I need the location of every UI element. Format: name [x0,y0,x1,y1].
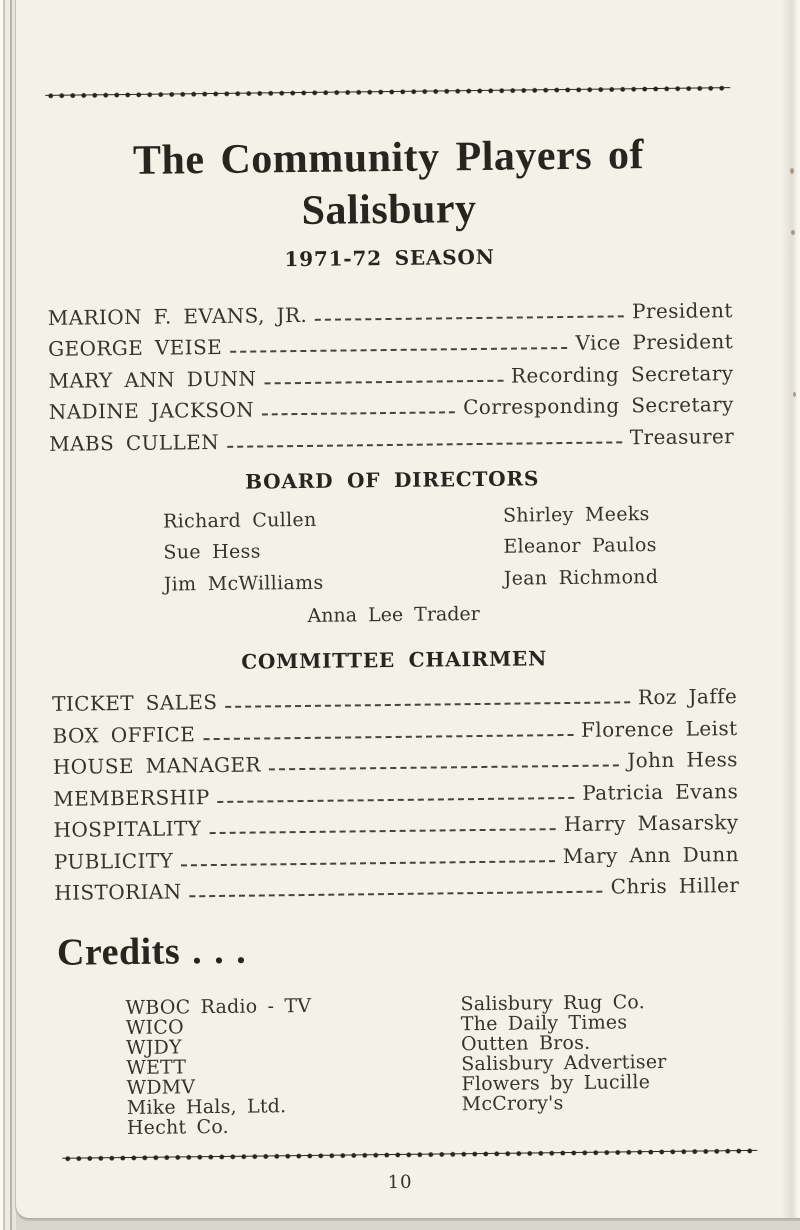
officer-name: MARY ANN DUNN [48,366,257,393]
board-of-directors [50,500,736,605]
page-content [44,0,743,1204]
dashed-leader [203,733,573,739]
committee-name: HOSPITALITY [53,816,202,842]
credit-item: Salisbury Rug Co. [460,991,646,1016]
page-title: The Community Players of Salisbury [132,132,645,234]
dashed-leader [181,860,555,866]
officer-title: President [631,297,733,323]
committee-chairmen-list [52,677,739,905]
committee-name: BOX OFFICE [52,721,196,748]
dashed-leader [209,828,556,834]
credit-item: WBOC Radio - TV [125,994,312,1020]
committee-name: TICKET SALES [52,689,218,716]
dashed-leader [218,796,575,802]
credit-item: WDMV [126,1076,196,1100]
credit-item: Outten Bros. [460,1031,591,1056]
credit-item: The Daily Times [460,1011,628,1036]
credit-item: Hecht Co. [126,1115,229,1140]
credit-item: Salisbury Advertiser [461,1050,667,1076]
dashed-leader [264,379,503,384]
decorative-dotted-rule-bottom [62,1147,757,1163]
board-member-name: Shirley Meeks [502,502,650,527]
credit-item: WICO [125,1016,184,1040]
credit-item: WJDY [125,1036,182,1060]
officer-title: Recording Secretary [510,360,734,388]
dashed-leader [190,891,603,898]
committee-chair-name: Harry Masarsky [563,810,739,837]
credit-item: Flowers by Lucille [461,1071,651,1096]
decorative-dotted-rule-top [45,84,730,100]
committee-name: MEMBERSHIP [53,784,210,811]
board-member-name: Sue Hess [163,540,261,564]
dashed-leader [227,441,622,447]
officer-name: GEORGE VEISE [47,334,223,361]
credits-left-column [125,995,417,1138]
board-right-column [503,498,659,594]
dashed-leader [230,347,567,353]
committee-name: HOUSE MANAGER [52,752,262,779]
committee-name: HISTORIAN [54,879,182,905]
board-member-name: Jean Richmond [503,565,659,590]
dashed-leader [226,701,630,708]
officer-title: Vice President [575,329,734,355]
board-member-name: Eleanor Paulos [503,533,657,558]
committee-chair-name: Patricia Evans [582,778,739,805]
credits-columns [56,991,743,1139]
committee-chair-name: Mary Ann Dunn [562,841,740,868]
binding-edge [0,0,16,1230]
officer-name: MABS CULLEN [49,429,220,456]
paper-speck [790,168,794,174]
committee-name: PUBLICITY [53,847,174,874]
officer-title: Treasurer [629,423,735,449]
credits-heading: Credits . . . [56,929,247,974]
officer-title: Corresponding Secretary [462,392,734,420]
board-member-name-center: Anna Lee Trader [307,602,480,627]
program-page [15,0,800,1219]
credits-right-column [460,992,667,1134]
board-heading: BOARD OF DIRECTORS [245,465,540,494]
officer-name: MARION F. EVANS, JR. [47,302,308,330]
officers-list [48,290,735,455]
credit-item: Mike Hals, Ltd. [126,1095,287,1120]
page-fold-shadow [782,0,800,1218]
credit-item: McCrory's [461,1092,564,1116]
page-number: 10 [387,1171,413,1194]
committee-chair-name: Chris Hiller [610,873,740,899]
season-subtitle: 1971-72 SEASON [284,244,495,272]
committees-heading: COMMITTEE CHAIRMEN [241,645,548,674]
paper-speck [793,392,796,397]
dashed-leader [262,411,455,415]
committee-chair-name: Roz Jaffe [637,684,738,710]
board-member-name: Jim McWilliams [163,571,324,596]
officer-name: NADINE JACKSON [48,397,255,424]
committee-chair-name: John Hess [627,747,738,773]
dashed-leader [269,764,619,770]
credit-item: WETT [126,1056,187,1080]
dashed-leader [315,315,624,321]
board-left-column [163,504,324,600]
committee-chair-name: Florence Leist [580,715,738,742]
paper-speck [791,230,795,235]
board-member-name: Richard Cullen [162,508,317,533]
